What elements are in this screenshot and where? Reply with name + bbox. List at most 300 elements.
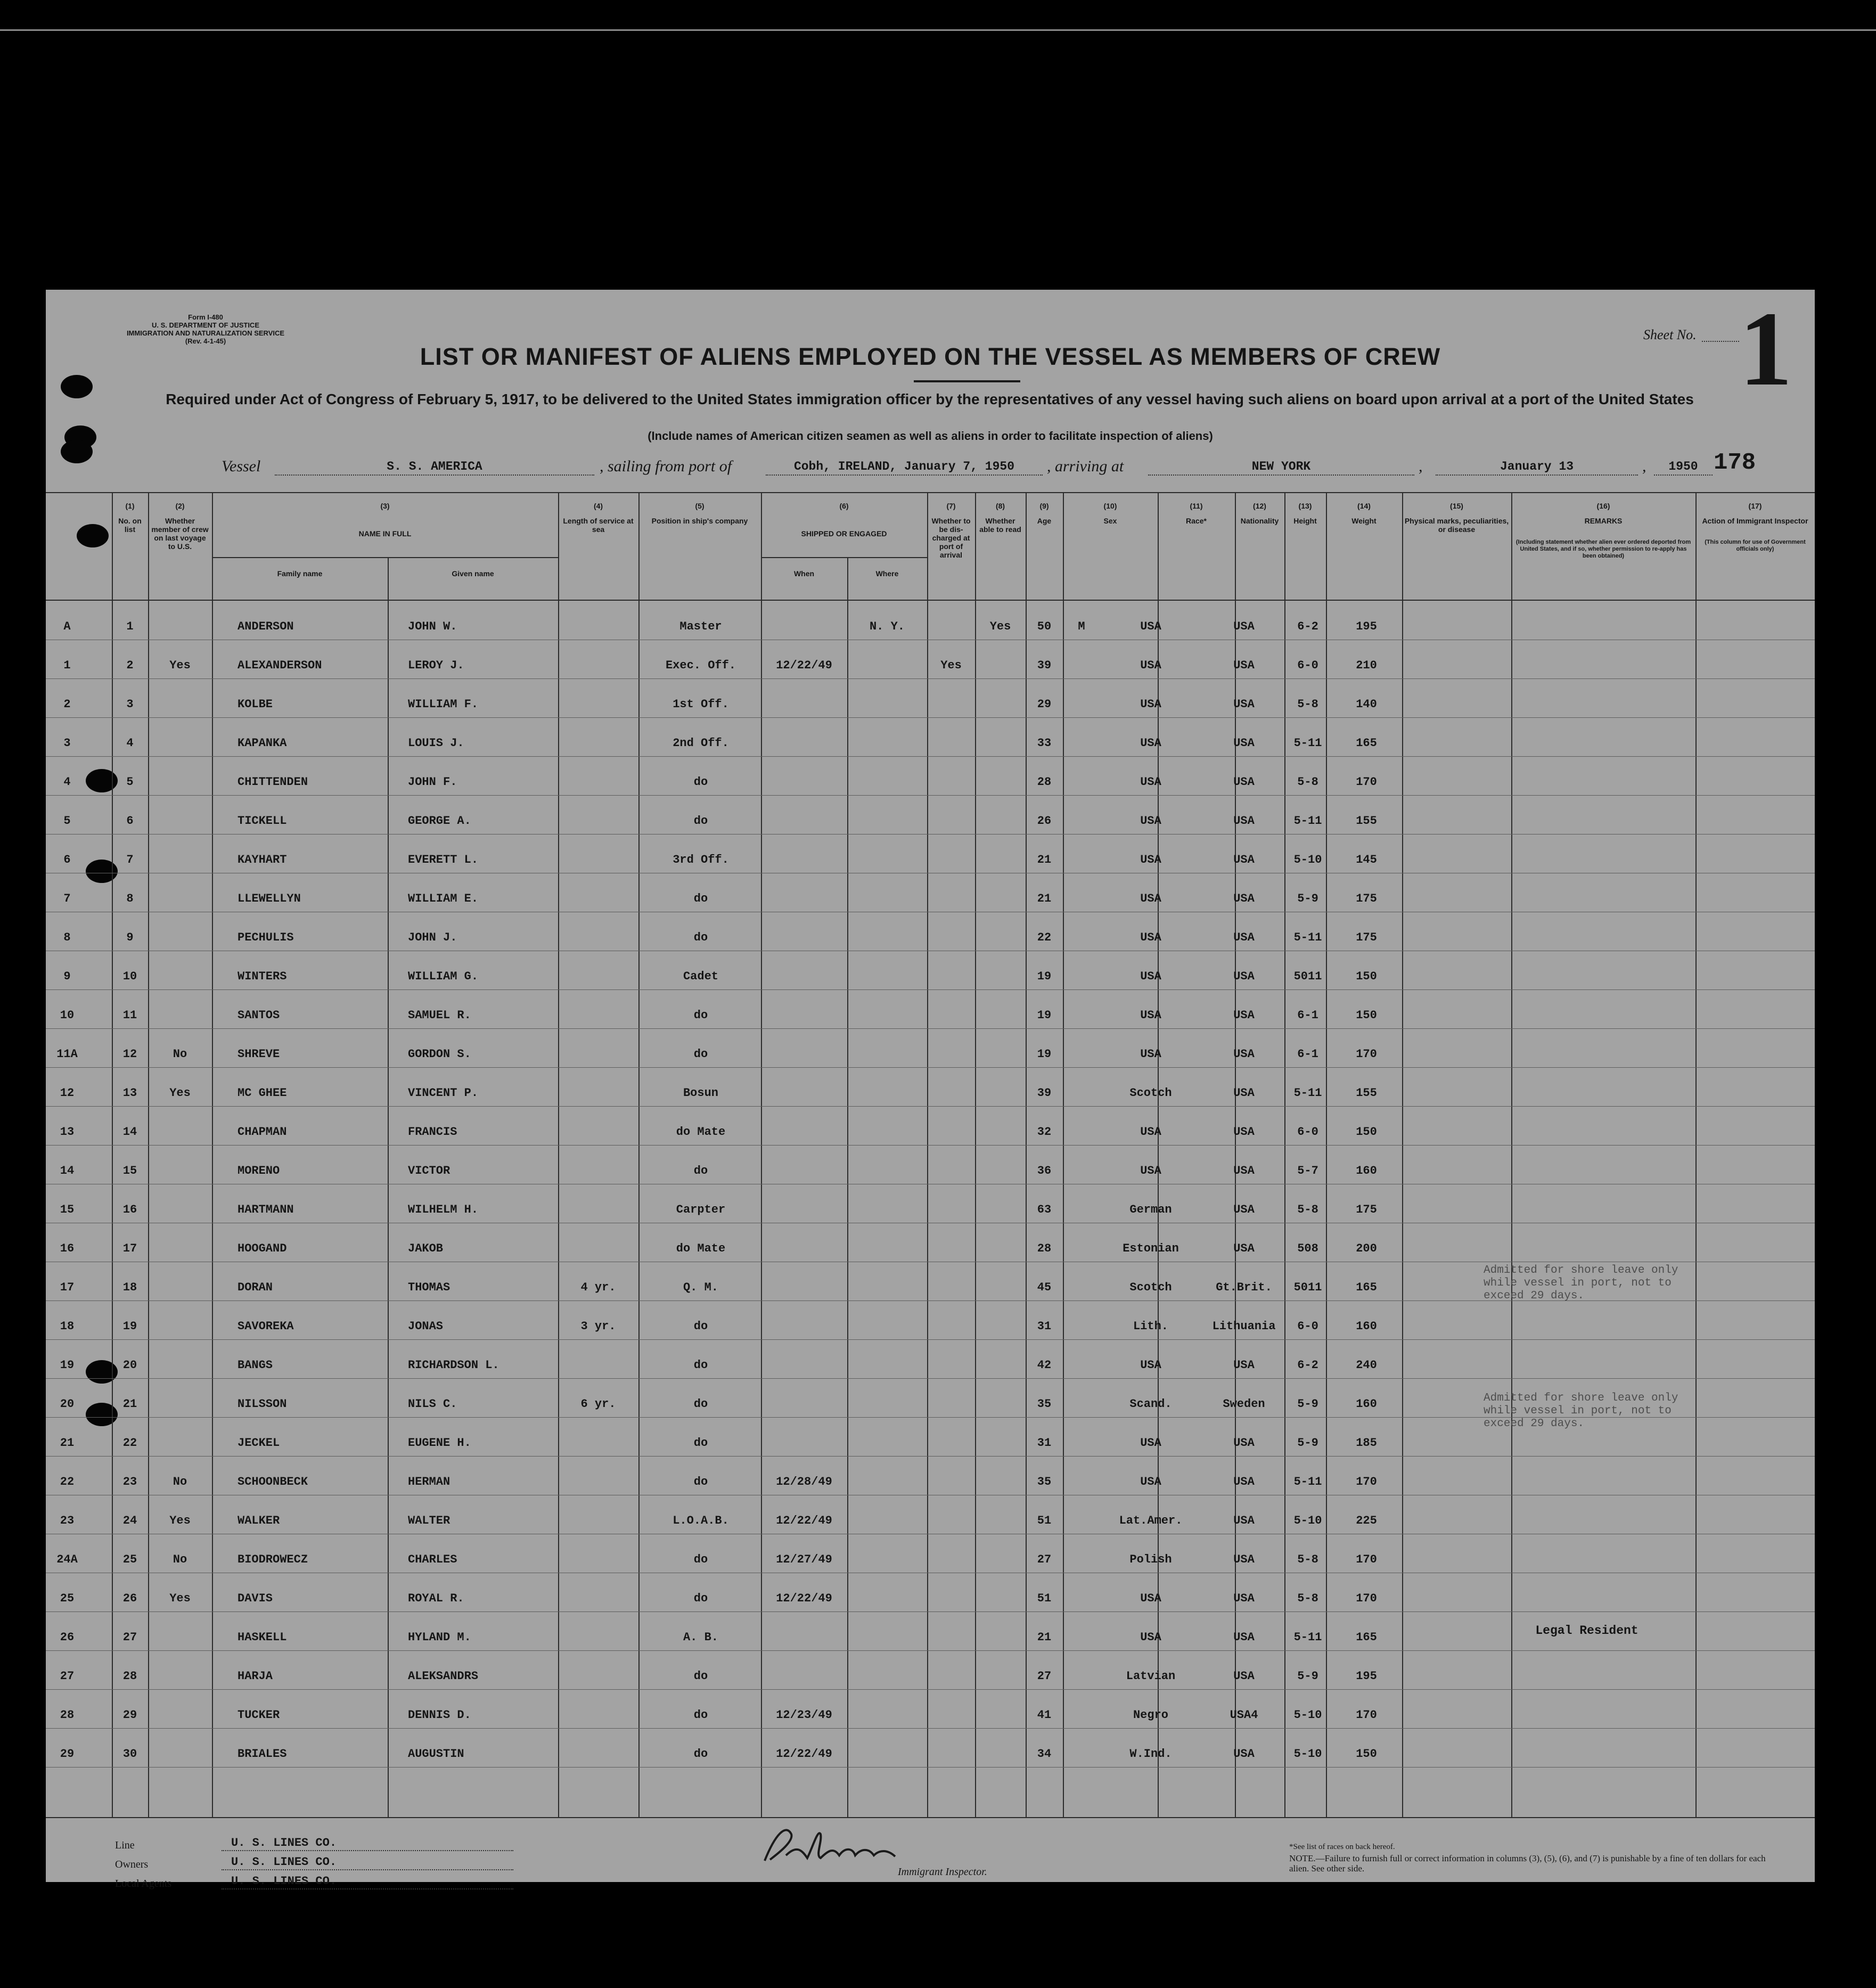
crew-height: 5-11	[1293, 814, 1322, 828]
crew-race: Scotch	[1129, 1281, 1172, 1294]
column-number: (15)	[1450, 502, 1463, 510]
crew-given: HERMAN	[408, 1475, 450, 1488]
row-margin-index: 11A	[56, 1048, 78, 1061]
crew-given: LOUIS J.	[408, 737, 464, 750]
row-margin-index: A	[63, 620, 71, 633]
crew-race: Scand.	[1129, 1397, 1172, 1411]
crew-height: 5-10	[1293, 1747, 1322, 1761]
crew-sex: M	[1078, 620, 1085, 633]
penalty-note: NOTE.—Failure to furnish full or correct information in columns (3), (5), (6), and (7) is punishable by a fine of ten dollars for each alien. See other side.	[1289, 1853, 1766, 1874]
crew-no: 15	[122, 1164, 137, 1177]
crew-height: 5-9	[1297, 1436, 1318, 1450]
crew-family: TUCKER	[237, 1708, 280, 1722]
crew-no: 16	[122, 1203, 137, 1216]
crew-given: JOHN W.	[408, 620, 457, 633]
row-margin-index: 9	[63, 970, 71, 983]
crew-given: EUGENE H.	[408, 1436, 471, 1450]
crew-position: do	[693, 1009, 708, 1022]
crew-no: 12	[122, 1048, 137, 1061]
crew-height: 5-9	[1297, 892, 1318, 905]
column-number: (10)	[1103, 502, 1117, 510]
crew-family: SAVOREKA	[237, 1320, 294, 1333]
crew-weight: 160	[1356, 1320, 1377, 1333]
column-number: (4)	[593, 502, 603, 510]
agents-value: U. S. LINES CO.	[222, 1875, 513, 1889]
crew-weight: 195	[1356, 1670, 1377, 1683]
crew-no: 19	[122, 1320, 137, 1333]
row-rule	[46, 1456, 1815, 1457]
crew-family: BIODROWECZ	[237, 1553, 308, 1566]
crew-height: 5-8	[1297, 698, 1318, 711]
crew-weight: 175	[1356, 1203, 1377, 1216]
voyage-line	[46, 457, 1815, 479]
crew-age: 42	[1037, 1359, 1052, 1372]
row-rule	[46, 1339, 1815, 1340]
row-rule	[46, 1767, 1815, 1768]
crew-race: Polish	[1129, 1553, 1172, 1566]
crew-weight: 140	[1356, 698, 1377, 711]
column-subheader: Where	[875, 569, 899, 578]
crew-family: KAYHART	[237, 853, 287, 866]
crew-position: 3rd Off.	[673, 853, 729, 866]
column-divider	[558, 492, 559, 1818]
crew-position: do	[693, 1048, 708, 1061]
row-rule	[46, 989, 1815, 990]
row-margin-index: 16	[60, 1242, 75, 1255]
row-rule	[46, 1067, 1815, 1068]
crew-weight: 170	[1356, 775, 1377, 789]
sheet-number-label: Sheet No.	[1643, 327, 1697, 342]
crew-when: 12/27/49	[776, 1553, 832, 1566]
row-margin-index: 12	[60, 1086, 75, 1100]
crew-given: WILLIAM F.	[408, 698, 479, 711]
crew-position: do	[693, 1436, 708, 1450]
crew-family: MC GHEE	[237, 1086, 287, 1100]
crew-height: 5-9	[1297, 1397, 1318, 1411]
row-rule	[46, 1728, 1815, 1729]
column-header: Sex	[1103, 517, 1117, 525]
inspector-caption: Immigrant Inspector.	[898, 1866, 987, 1878]
crew-race: USA	[1140, 775, 1161, 789]
table-top-border	[46, 492, 1815, 493]
crew-when: 12/22/49	[776, 1514, 832, 1527]
crew-age: 51	[1037, 1514, 1052, 1527]
form-identifier	[104, 313, 307, 345]
crew-nationality: USA	[1233, 1436, 1255, 1450]
crew-weight: 225	[1356, 1514, 1377, 1527]
crew-no: 2	[126, 659, 134, 672]
crew-weight: 165	[1356, 737, 1377, 750]
column-divider	[1402, 492, 1403, 1818]
crew-prev: Yes	[169, 1592, 191, 1605]
name-subheader-rule	[212, 557, 558, 558]
crew-nationality: Lithuania	[1212, 1320, 1276, 1333]
crew-age: 35	[1037, 1475, 1052, 1488]
crew-given: NILS C.	[408, 1397, 457, 1411]
crew-family: LLEWELLYN	[237, 892, 301, 905]
crew-race: Scotch	[1129, 1086, 1172, 1100]
crew-given: CHARLES	[408, 1553, 457, 1566]
crew-read: Yes	[989, 620, 1011, 633]
crew-service: 3 yr.	[580, 1320, 616, 1333]
row-margin-index: 2	[63, 698, 71, 711]
sheet-number: 1	[1739, 290, 1792, 408]
column-number: (1)	[125, 502, 135, 510]
crew-given: GEORGE A.	[408, 814, 471, 828]
column-header: Height	[1293, 517, 1317, 525]
crew-age: 36	[1037, 1164, 1052, 1177]
crew-weight: 160	[1356, 1397, 1377, 1411]
row-margin-index: 13	[60, 1125, 75, 1139]
row-rule	[46, 1378, 1815, 1379]
manifest-table	[46, 492, 1815, 1818]
crew-prev: Yes	[169, 1514, 191, 1527]
crew-height: 5-10	[1293, 1514, 1322, 1527]
row-margin-index: 18	[60, 1320, 75, 1333]
crew-age: 31	[1037, 1436, 1052, 1450]
crew-height: 5-11	[1293, 1086, 1322, 1100]
column-header: Position in ship's company	[651, 517, 748, 525]
crew-race: USA	[1140, 737, 1161, 750]
crew-race: Estonian	[1123, 1242, 1179, 1255]
crew-given: JONAS	[408, 1320, 444, 1333]
column-number: (16)	[1596, 502, 1610, 510]
crew-nationality: USA	[1233, 1359, 1255, 1372]
crew-height: 6-2	[1297, 620, 1318, 633]
row-margin-index: 3	[63, 737, 71, 750]
crew-race: USA	[1140, 1631, 1161, 1644]
row-margin-index: 28	[60, 1708, 75, 1722]
crew-when: 12/22/49	[776, 1592, 832, 1605]
crew-given: GORDON S.	[408, 1048, 471, 1061]
crew-age: 21	[1037, 853, 1052, 866]
crew-nationality: USA	[1233, 737, 1255, 750]
crew-family: BRIALES	[237, 1747, 287, 1761]
column-header: SHIPPED OR ENGAGED	[801, 529, 887, 538]
header-bottom-border	[46, 600, 1815, 601]
crew-family: KAPANKA	[237, 737, 287, 750]
row-rule	[46, 1650, 1815, 1651]
crew-race: USA	[1140, 1009, 1161, 1022]
remark-shore-leave-1: Admitted for shore leave only while vessel in port, not to exceed 29 days.	[1484, 1264, 1678, 1302]
crew-given: EVERETT L.	[408, 853, 479, 866]
crew-nationality: USA	[1233, 1086, 1255, 1100]
crew-position: 2nd Off.	[673, 737, 729, 750]
crew-given: THOMAS	[408, 1281, 450, 1294]
crew-age: 19	[1037, 1009, 1052, 1022]
crew-nationality: USA	[1233, 659, 1255, 672]
column-divider	[1326, 492, 1327, 1818]
crew-family: HARJA	[237, 1670, 273, 1683]
row-margin-index: 5	[63, 814, 71, 828]
crew-when: 12/28/49	[776, 1475, 832, 1488]
row-margin-index: 14	[60, 1164, 75, 1177]
crew-height: 5011	[1293, 1281, 1322, 1294]
crew-race: USA	[1140, 853, 1161, 866]
crew-when: 12/23/49	[776, 1708, 832, 1722]
row-rule	[46, 1145, 1815, 1146]
crew-race: W.Ind.	[1129, 1747, 1172, 1761]
column-number: (12)	[1253, 502, 1266, 510]
crew-family: MORENO	[237, 1164, 280, 1177]
crew-family: CHAPMAN	[237, 1125, 287, 1139]
table-bottom-border	[46, 1817, 1815, 1818]
crew-discharged: Yes	[940, 659, 962, 672]
crew-no: 9	[126, 931, 134, 944]
column-subnote: (This column for use of Government officials only)	[1705, 539, 1806, 552]
crew-height: 5-8	[1297, 775, 1318, 789]
column-divider	[1063, 492, 1064, 1818]
crew-nationality: USA	[1233, 1670, 1255, 1683]
crew-given: DENNIS D.	[408, 1708, 471, 1722]
crew-nationality: USA	[1233, 892, 1255, 905]
crew-no: 22	[122, 1436, 137, 1450]
crew-height: 5-8	[1297, 1203, 1318, 1216]
crew-given: VICTOR	[408, 1164, 450, 1177]
crew-race: Lat.Amer.	[1119, 1514, 1183, 1527]
form-service: IMMIGRATION AND NATURALIZATION SERVICE	[126, 329, 285, 337]
column-header: Whether to be dis-charged at port of arrival	[931, 517, 971, 559]
crew-given: WILHELM H.	[408, 1203, 479, 1216]
remark-shore-leave-2: Admitted for shore leave only while vessel in port, not to exceed 29 days.	[1484, 1392, 1678, 1430]
row-margin-index: 10	[60, 1009, 75, 1022]
crew-nationality: USA	[1233, 1747, 1255, 1761]
owners-label: Owners	[115, 1859, 149, 1870]
crew-no: 13	[122, 1086, 137, 1100]
crew-position: do	[693, 814, 708, 828]
column-divider	[847, 557, 848, 1818]
column-number: (17)	[1748, 502, 1762, 510]
vessel-name: S. S. AMERICA	[275, 459, 594, 476]
crew-family: JECKEL	[237, 1436, 280, 1450]
row-margin-index: 1	[63, 659, 71, 672]
crew-age: 28	[1037, 775, 1052, 789]
crew-prev: Yes	[169, 1086, 191, 1100]
crew-service: 6 yr.	[580, 1397, 616, 1411]
crew-no: 29	[122, 1708, 137, 1722]
crew-no: 30	[122, 1747, 137, 1761]
crew-no: 11	[122, 1009, 137, 1022]
crew-position: do	[693, 775, 708, 789]
crew-weight: 200	[1356, 1242, 1377, 1255]
crew-height: 5-11	[1293, 1631, 1322, 1644]
column-number: (3)	[380, 502, 390, 510]
crew-nationality: USA	[1233, 620, 1255, 633]
column-divider	[1695, 492, 1697, 1818]
column-number: (14)	[1357, 502, 1371, 510]
crew-weight: 170	[1356, 1592, 1377, 1605]
row-margin-index: 27	[60, 1670, 75, 1683]
crew-race: USA	[1140, 1048, 1161, 1061]
column-number: (13)	[1298, 502, 1312, 510]
crew-nationality: USA	[1233, 698, 1255, 711]
row-rule	[46, 795, 1815, 796]
crew-race: USA	[1140, 1125, 1161, 1139]
crew-given: JAKOB	[408, 1242, 444, 1255]
crew-age: 26	[1037, 814, 1052, 828]
crew-no: 24	[122, 1514, 137, 1527]
column-number: (11)	[1190, 502, 1203, 510]
crew-age: 41	[1037, 1708, 1052, 1722]
column-header: Race*	[1186, 517, 1207, 525]
crew-race: USA	[1140, 620, 1161, 633]
crew-no: 7	[126, 853, 134, 866]
form-revision: (Rev. 4-1-45)	[185, 337, 226, 345]
crew-position: 1st Off.	[673, 698, 729, 711]
crew-no: 28	[122, 1670, 137, 1683]
crew-given: AUGUSTIN	[408, 1747, 464, 1761]
crew-no: 23	[122, 1475, 137, 1488]
crew-family: KOLBE	[237, 698, 273, 711]
crew-age: 21	[1037, 1631, 1052, 1644]
crew-given: FRANCIS	[408, 1125, 457, 1139]
crew-race: USA	[1140, 1359, 1161, 1372]
column-number: (5)	[695, 502, 704, 510]
crew-family: SCHOONBECK	[237, 1475, 308, 1488]
row-margin-index: 6	[63, 853, 71, 866]
row-rule	[46, 678, 1815, 679]
crew-family: WINTERS	[237, 970, 287, 983]
crew-age: 39	[1037, 659, 1052, 672]
column-divider	[638, 492, 640, 1818]
column-header: Length of service at sea	[563, 517, 634, 534]
column-divider	[1158, 492, 1159, 1818]
crew-race: USA	[1140, 931, 1161, 944]
crew-age: 35	[1037, 1397, 1052, 1411]
crew-race: Latvian	[1126, 1670, 1176, 1683]
crew-no: 3	[126, 698, 134, 711]
column-header: REMARKS	[1584, 517, 1623, 525]
crew-no: 20	[122, 1359, 137, 1372]
crew-position: do	[693, 1475, 708, 1488]
crew-race: USA	[1140, 892, 1161, 905]
crew-family: HASKELL	[237, 1631, 287, 1644]
column-subheader: Family name	[277, 569, 323, 578]
crew-age: 22	[1037, 931, 1052, 944]
crew-age: 51	[1037, 1592, 1052, 1605]
crew-weight: 150	[1356, 970, 1377, 983]
crew-prev: Yes	[169, 659, 191, 672]
crew-given: JOHN J.	[408, 931, 457, 944]
crew-nationality: USA	[1233, 1242, 1255, 1255]
crew-race: USA	[1140, 1592, 1161, 1605]
crew-nationality: USA	[1233, 1203, 1255, 1216]
column-header: NAME IN FULL	[358, 529, 412, 538]
crew-weight: 170	[1356, 1553, 1377, 1566]
crew-nationality: USA	[1233, 970, 1255, 983]
crew-family: PECHULIS	[237, 931, 294, 944]
row-rule	[46, 1028, 1815, 1029]
crew-height: 5-10	[1293, 853, 1322, 866]
punch-hole	[61, 375, 93, 398]
crew-position: do Mate	[676, 1242, 726, 1255]
crew-nationality: USA	[1233, 1514, 1255, 1527]
crew-family: DAVIS	[237, 1592, 273, 1605]
crew-no: 27	[122, 1631, 137, 1644]
crew-height: 5-10	[1293, 1708, 1322, 1722]
crew-age: 27	[1037, 1553, 1052, 1566]
crew-position: do	[693, 1164, 708, 1177]
column-divider	[1235, 492, 1236, 1818]
crew-family: BANGS	[237, 1359, 273, 1372]
crew-prev: No	[173, 1475, 187, 1488]
crew-given: WILLIAM G.	[408, 970, 479, 983]
crew-height: 5-9	[1297, 1670, 1318, 1683]
column-divider	[1284, 492, 1285, 1818]
crew-nationality: USA4	[1230, 1708, 1258, 1722]
crew-no: 10	[122, 970, 137, 983]
comma-separator: ,	[1642, 457, 1646, 475]
crew-position: do	[693, 1359, 708, 1372]
column-header: Action of Immigrant Inspector	[1702, 517, 1808, 525]
sheet-number-rule	[1702, 341, 1739, 342]
crew-given: WILLIAM E.	[408, 892, 479, 905]
crew-weight: 210	[1356, 659, 1377, 672]
crew-weight: 150	[1356, 1125, 1377, 1139]
column-header: Weight	[1351, 517, 1377, 525]
row-rule	[46, 717, 1815, 718]
crew-weight: 150	[1356, 1009, 1377, 1022]
row-margin-index: 19	[60, 1359, 75, 1372]
crew-family: DORAN	[237, 1281, 273, 1294]
crew-height: 6-0	[1297, 1125, 1318, 1139]
crew-height: 6-0	[1297, 1320, 1318, 1333]
crew-age: 45	[1037, 1281, 1052, 1294]
column-header: Whether member of crew on last voyage to U.S.	[151, 517, 209, 551]
row-margin-index: 29	[60, 1747, 75, 1761]
crew-given: JOHN F.	[408, 775, 457, 789]
crew-weight: 185	[1356, 1436, 1377, 1450]
crew-race: Lith.	[1133, 1320, 1168, 1333]
crew-age: 21	[1037, 892, 1052, 905]
row-margin-index: 25	[60, 1592, 75, 1605]
crew-nationality: USA	[1233, 814, 1255, 828]
crew-age: 32	[1037, 1125, 1052, 1139]
column-number: (8)	[995, 502, 1005, 510]
crew-position: do	[693, 1397, 708, 1411]
vessel-label: Vessel	[222, 457, 261, 475]
crew-race: Negro	[1133, 1708, 1168, 1722]
crew-nationality: USA	[1233, 1009, 1255, 1022]
column-divider	[1511, 492, 1512, 1818]
crew-weight: 170	[1356, 1708, 1377, 1722]
crew-prev: No	[173, 1048, 187, 1061]
crew-family: WALKER	[237, 1514, 280, 1527]
row-margin-index: 24A	[56, 1553, 78, 1566]
crew-age: 33	[1037, 737, 1052, 750]
crew-nationality: USA	[1233, 775, 1255, 789]
crew-weight: 155	[1356, 814, 1377, 828]
crew-age: 34	[1037, 1747, 1052, 1761]
column-subheader: When	[793, 569, 815, 578]
crew-position: L.O.A.B.	[673, 1514, 729, 1527]
crew-given: SAMUEL R.	[408, 1009, 471, 1022]
crew-given: WALTER	[408, 1514, 450, 1527]
sailing-label: , sailing from port of	[600, 457, 732, 475]
line-label: Line	[115, 1839, 135, 1851]
races-note: *See list of races on back hereof.	[1289, 1843, 1395, 1851]
crew-no: 17	[122, 1242, 137, 1255]
crew-family: NILSSON	[237, 1397, 287, 1411]
crew-age: 63	[1037, 1203, 1052, 1216]
crew-age: 29	[1037, 698, 1052, 711]
crew-height: 6-1	[1297, 1048, 1318, 1061]
column-divider	[212, 492, 213, 1818]
row-margin-index: 22	[60, 1475, 75, 1488]
crew-no: 25	[122, 1553, 137, 1566]
row-rule	[46, 834, 1815, 835]
owners-value: U. S. LINES CO.	[222, 1855, 513, 1870]
